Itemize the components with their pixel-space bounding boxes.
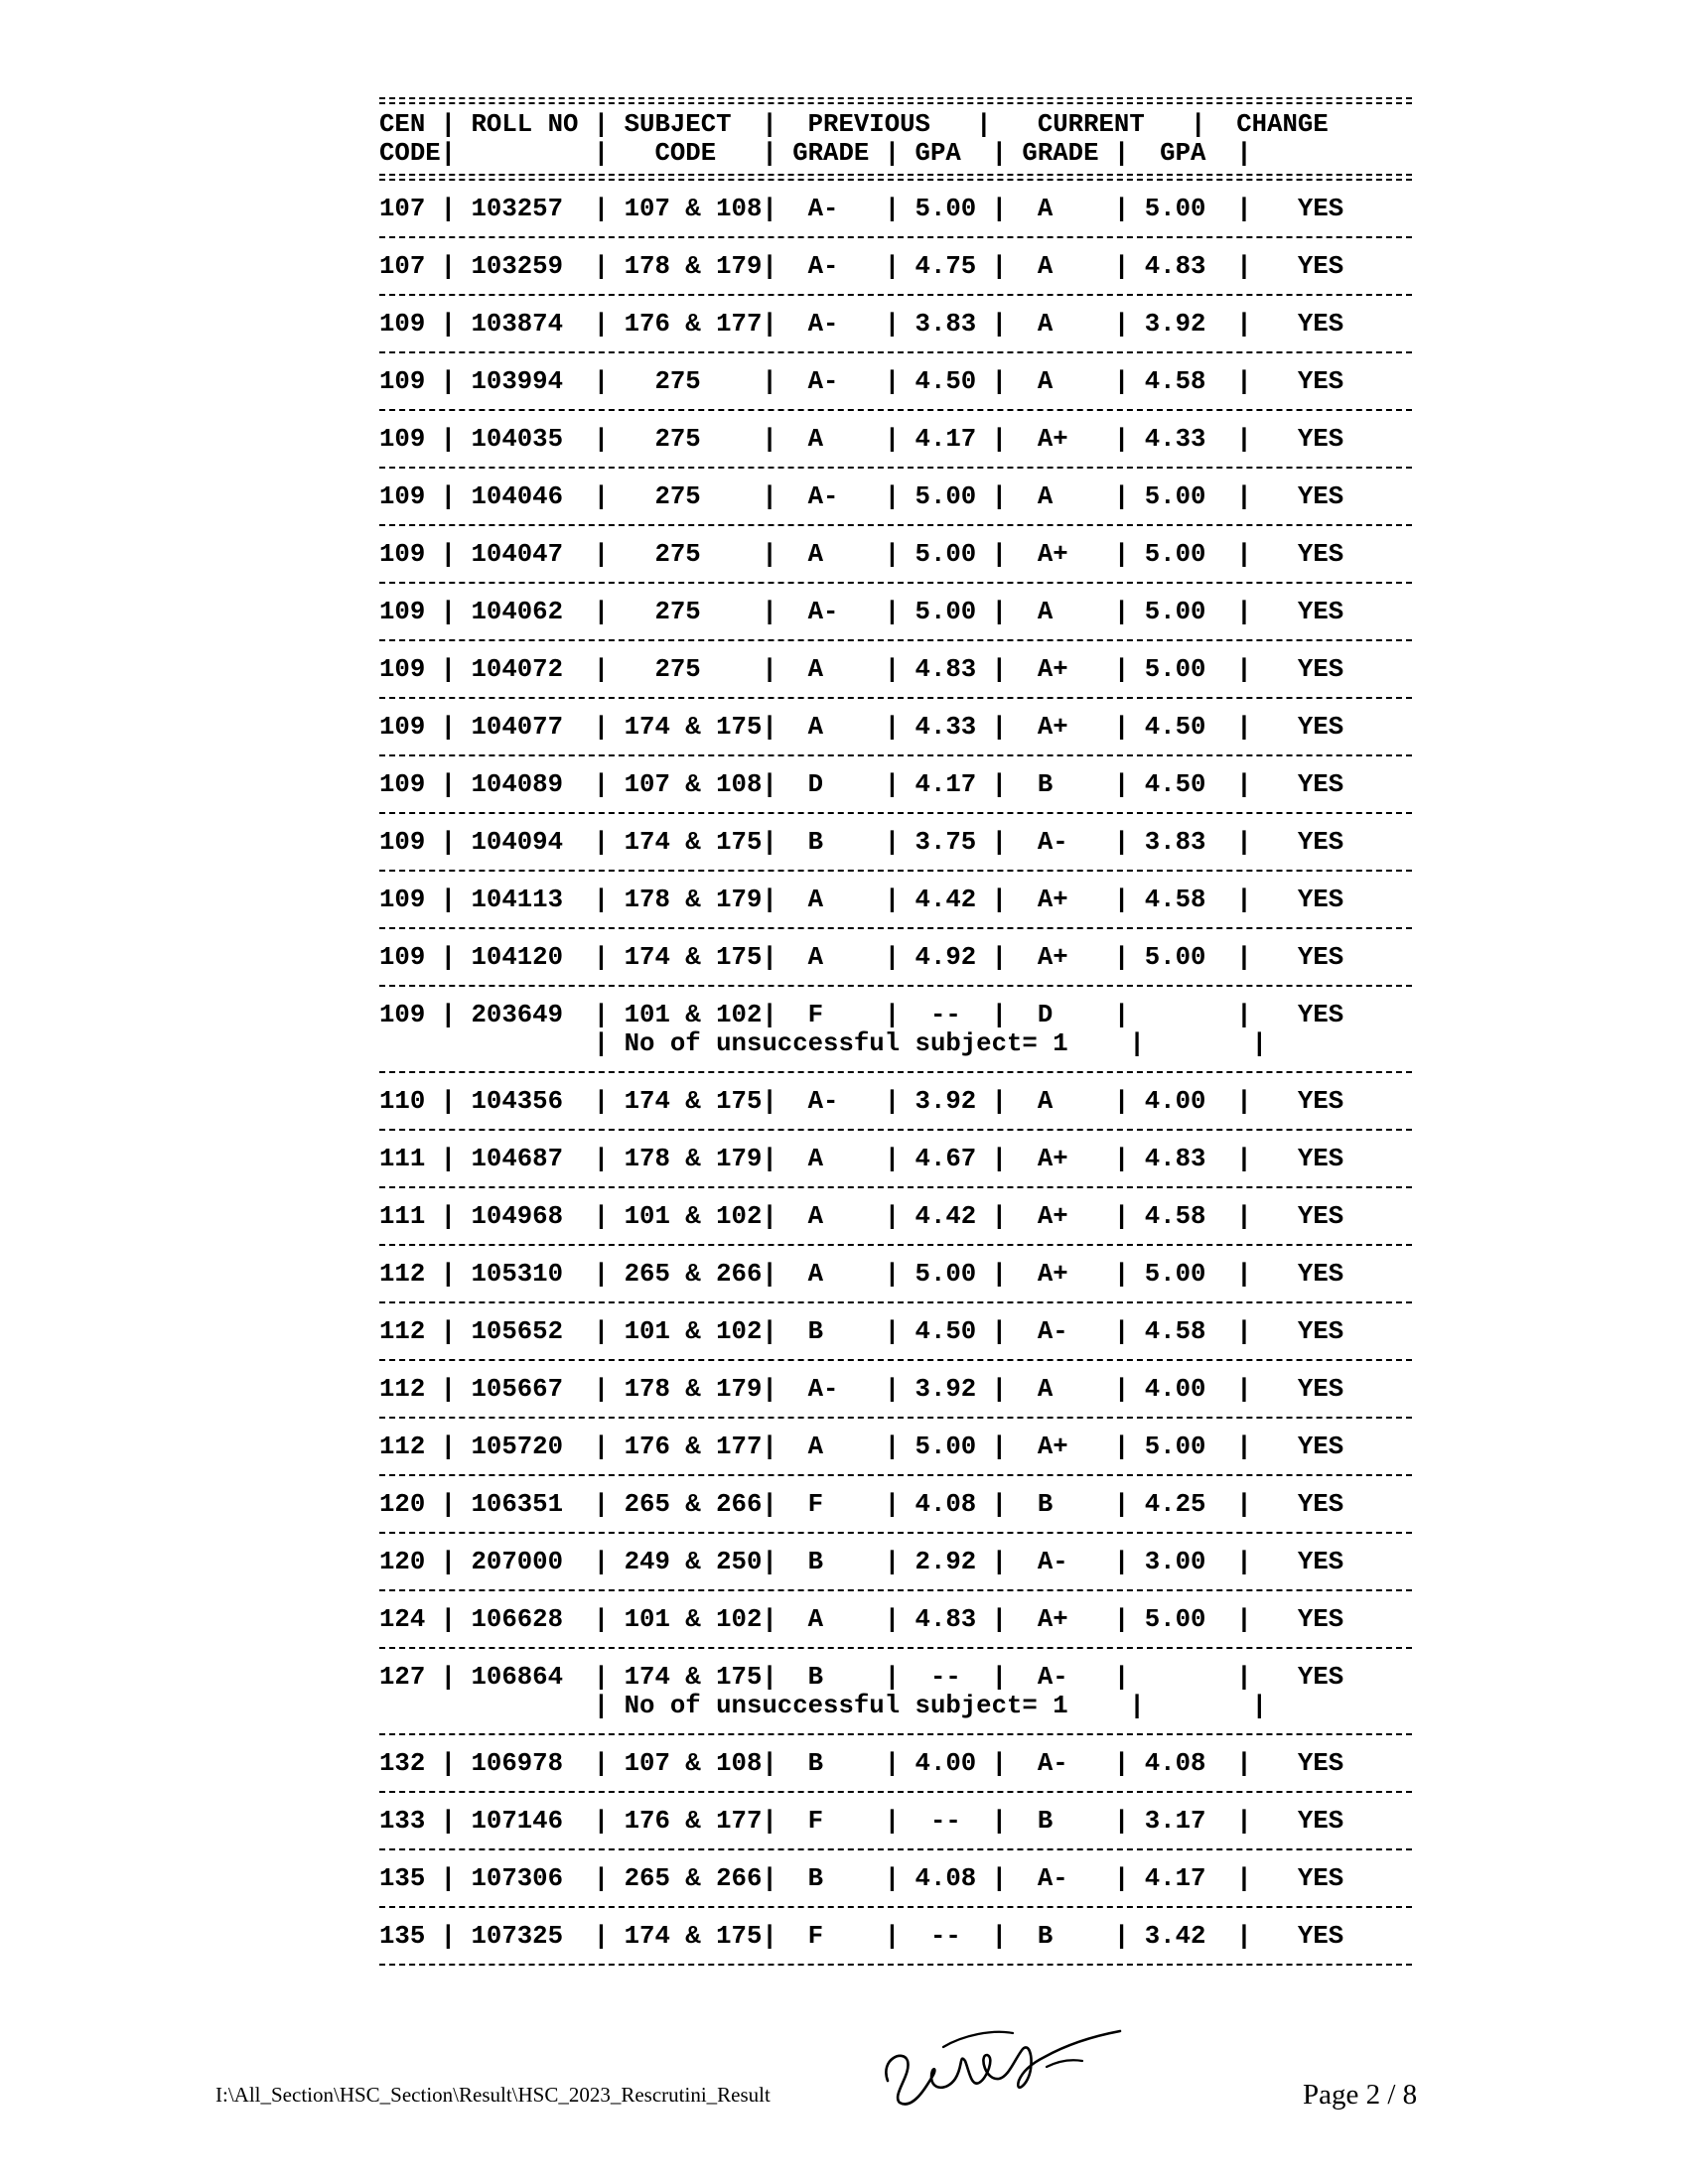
row-text: 120 | 106351 | 265 & 266| F | 4.08 | B | 4.25 | YES <box>379 1490 1344 1519</box>
row-text: 112 | 105720 | 176 & 177| A | 5.00 | A+ | 5.00 | YES <box>379 1433 1344 1461</box>
table-row <box>379 1073 1412 1129</box>
table-row <box>379 526 1412 582</box>
row-text: 107 | 103259 | 178 & 179| A- | 4.75 | A | 4.83 | YES <box>379 252 1344 281</box>
table-row <box>379 1591 1412 1647</box>
table-row <box>379 699 1412 754</box>
result-report <box>379 97 1412 1966</box>
row-text: 120 | 207000 | 249 & 250| B | 2.92 | A- | 3.00 | YES <box>379 1548 1344 1576</box>
table-row <box>379 872 1412 927</box>
table-header <box>379 104 1412 174</box>
row-note: | No of unsuccessful subject= 1 | | <box>379 1029 1268 1058</box>
table-row <box>379 1793 1412 1848</box>
table-row <box>379 411 1412 467</box>
table-row <box>379 1303 1412 1359</box>
table-row <box>379 814 1412 870</box>
row-text: 132 | 106978 | 107 & 108| B | 4.00 | A- | 4.08 | YES <box>379 1749 1344 1778</box>
table-row <box>379 987 1412 1071</box>
row-text: 109 | 104089 | 107 & 108| D | 4.17 | B | 4.50 | YES <box>379 770 1344 799</box>
row-divider <box>379 1964 1412 1966</box>
header-bottom-rule <box>379 174 1412 181</box>
row-text: 112 | 105652 | 101 & 102| B | 4.50 | A- | 4.58 | YES <box>379 1317 1344 1346</box>
row-text: 135 | 107306 | 265 & 266| B | 4.08 | A- | 4.17 | YES <box>379 1864 1344 1893</box>
table-row <box>379 181 1412 236</box>
table-row <box>379 641 1412 697</box>
table-row <box>379 1850 1412 1906</box>
table-row <box>379 1188 1412 1244</box>
row-text: 112 | 105667 | 178 & 179| A- | 3.92 | A | 4.00 | YES <box>379 1375 1344 1404</box>
row-text: 109 | 104046 | 275 | A- | 5.00 | A | 5.00 | YES <box>379 482 1344 511</box>
row-text: 109 | 104047 | 275 | A | 5.00 | A+ | 5.00 | YES <box>379 540 1344 569</box>
row-text: 135 | 107325 | 174 & 175| F | -- | B | 3.42 | YES <box>379 1922 1344 1951</box>
row-text: 109 | 203649 | 101 & 102| F | -- | D | | YES <box>379 1001 1344 1029</box>
signature <box>874 1995 1132 2115</box>
row-text: 112 | 105310 | 265 & 266| A | 5.00 | A+ | 5.00 | YES <box>379 1260 1344 1289</box>
row-text: 109 | 104035 | 275 | A | 4.17 | A+ | 4.33 | YES <box>379 425 1344 454</box>
row-text: 124 | 106628 | 101 & 102| A | 4.83 | A+ | 5.00 | YES <box>379 1605 1344 1634</box>
table-row <box>379 929 1412 985</box>
table-row <box>379 1908 1412 1964</box>
row-text: 111 | 104968 | 101 & 102| A | 4.42 | A+ | 4.58 | YES <box>379 1202 1344 1231</box>
row-text: 109 | 104077 | 174 & 175| A | 4.33 | A+ | 4.50 | YES <box>379 713 1344 742</box>
table-row <box>379 584 1412 639</box>
table-row <box>379 469 1412 524</box>
table-row <box>379 1735 1412 1791</box>
table-row <box>379 1419 1412 1474</box>
header-line-1: CEN | ROLL NO | SUBJECT | PREVIOUS | CURRENT | CHANGE <box>379 110 1329 139</box>
row-text: 109 | 104062 | 275 | A- | 5.00 | A | 5.00 | YES <box>379 598 1344 626</box>
row-note: | No of unsuccessful subject= 1 | | <box>379 1692 1268 1720</box>
row-text: 109 | 104120 | 174 & 175| A | 4.92 | A+ | 5.00 | YES <box>379 943 1344 972</box>
row-text: 107 | 103257 | 107 & 108| A- | 5.00 | A | 5.00 | YES <box>379 195 1344 223</box>
row-text: 109 | 104094 | 174 & 175| B | 3.75 | A- | 3.83 | YES <box>379 828 1344 857</box>
file-path: I:\All_Section\HSC_Section\Result\HSC_2023_Rescrutini_Result <box>215 2083 771 2107</box>
table-row <box>379 353 1412 409</box>
table-row <box>379 1361 1412 1417</box>
page-number: Page 2 / 8 <box>1303 2079 1418 2111</box>
table-row <box>379 1534 1412 1589</box>
table-row <box>379 1131 1412 1186</box>
table-row <box>379 1476 1412 1532</box>
table-row <box>379 1246 1412 1301</box>
row-text: 109 | 104072 | 275 | A | 4.83 | A+ | 5.00 | YES <box>379 655 1344 684</box>
table-row <box>379 1649 1412 1733</box>
row-text: 111 | 104687 | 178 & 179| A | 4.67 | A+ | 4.83 | YES <box>379 1145 1344 1173</box>
row-text: 109 | 104113 | 178 & 179| A | 4.42 | A+ | 4.58 | YES <box>379 886 1344 914</box>
header-line-2: CODE| | CODE | GRADE | GPA | GRADE | GPA | <box>379 139 1252 168</box>
row-text: 110 | 104356 | 174 & 175| A- | 3.92 | A | 4.00 | YES <box>379 1087 1344 1116</box>
table-row <box>379 238 1412 294</box>
row-text: 133 | 107146 | 176 & 177| F | -- | B | 3.17 | YES <box>379 1807 1344 1836</box>
table-row <box>379 756 1412 812</box>
table-row <box>379 296 1412 351</box>
row-text: 109 | 103874 | 176 & 177| A- | 3.83 | A | 3.92 | YES <box>379 310 1344 339</box>
header-top-rule <box>379 97 1412 104</box>
row-text: 127 | 106864 | 174 & 175| B | -- | A- | | YES <box>379 1663 1344 1692</box>
table-body <box>379 181 1412 1966</box>
row-text: 109 | 103994 | 275 | A- | 4.50 | A | 4.58 | YES <box>379 367 1344 396</box>
